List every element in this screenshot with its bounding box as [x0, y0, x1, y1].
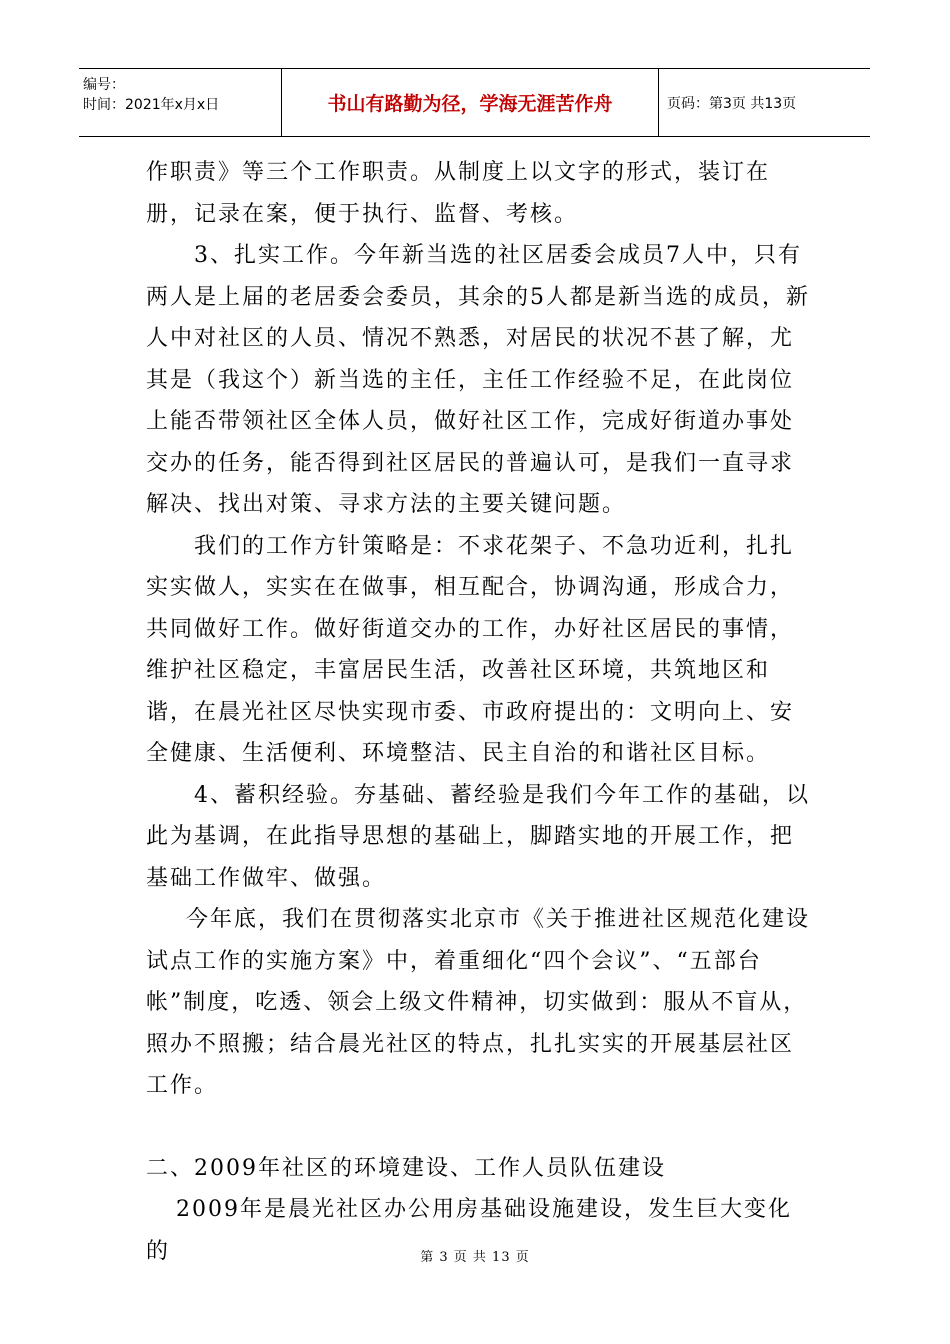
document-time-label: 时间：2021年x月x日 [83, 97, 220, 113]
page-header [79, 68, 870, 137]
paragraph-3: 我们的工作方针策略是：不求花架子、不急功近利，扎扎实实做人，实实在在做事，相互配合，协调沟通，形成合力，共同做好工作。做好街道交办的工作，办好社区居民的事情，维护社区稳定，丰富居民生活，改善社区环境，共筑地区和谐，在晨光社区尽快实现市委、市政府提出的：文明向上、安全健康、生活便利、环境整洁、民主自治的和谐社区目标。 [146, 533, 795, 766]
header-meta [79, 69, 282, 136]
document-number-label: 编号： [83, 77, 125, 93]
paragraph-1: 作职责》等三个工作职责。从制度上以文字的形式，装订在册，记录在案，便于执行、监督、考核。 [146, 160, 771, 227]
blank-line [146, 1107, 814, 1148]
paragraph-2: 3、扎实工作。今年新当选的社区居委会成员7人中，只有两人是上届的老居委会委员，其余的5人都是新当选的成员，新人中对社区的人员、情况不熟悉，对居民的状况不甚了解，尤其是（我这个）新当选的主任，主任工作经验不足，在此岗位上能否带领社区全体人员，做好社区工作，完成好街道办事处交办的任务，能否得到社区居民的普遍认可，是我们一直寻求解决、找出对策、寻求方法的主要关键问题。 [146, 243, 810, 517]
document-body [146, 152, 814, 1272]
section-heading: 二、2009年社区的环境建设、工作人员队伍建设 [146, 1155, 666, 1181]
paragraph-5: 今年底，我们在贯彻落实北京市《关于推进社区规范化建设试点工作的实施方案》中，着重细化“四个会议”、“五部台帐”制度，吃透、领会上级文件精神，切实做到：服从不盲从，照办不照搬；结合晨光社区的特点，扎扎实实的开展基层社区工作。 [146, 907, 811, 1098]
header-page-info: 页码：第3页 共13页 [667, 95, 797, 112]
paragraph-6: 2009年是晨光社区办公用房基础设施建设，发生巨大变化的 [146, 1197, 792, 1264]
page-footer: 第 3 页 共 13 页 [420, 1250, 530, 1265]
paragraph-4: 4、蓄积经验。夯基础、蓄经验是我们今年工作的基础，以此为基调，在此指导思想的基础上，脚踏实地的开展工作，把基础工作做牢、做强。 [146, 782, 810, 891]
header-motto: 书山有路勤为径，学海无涯苦作舟 [282, 69, 659, 136]
